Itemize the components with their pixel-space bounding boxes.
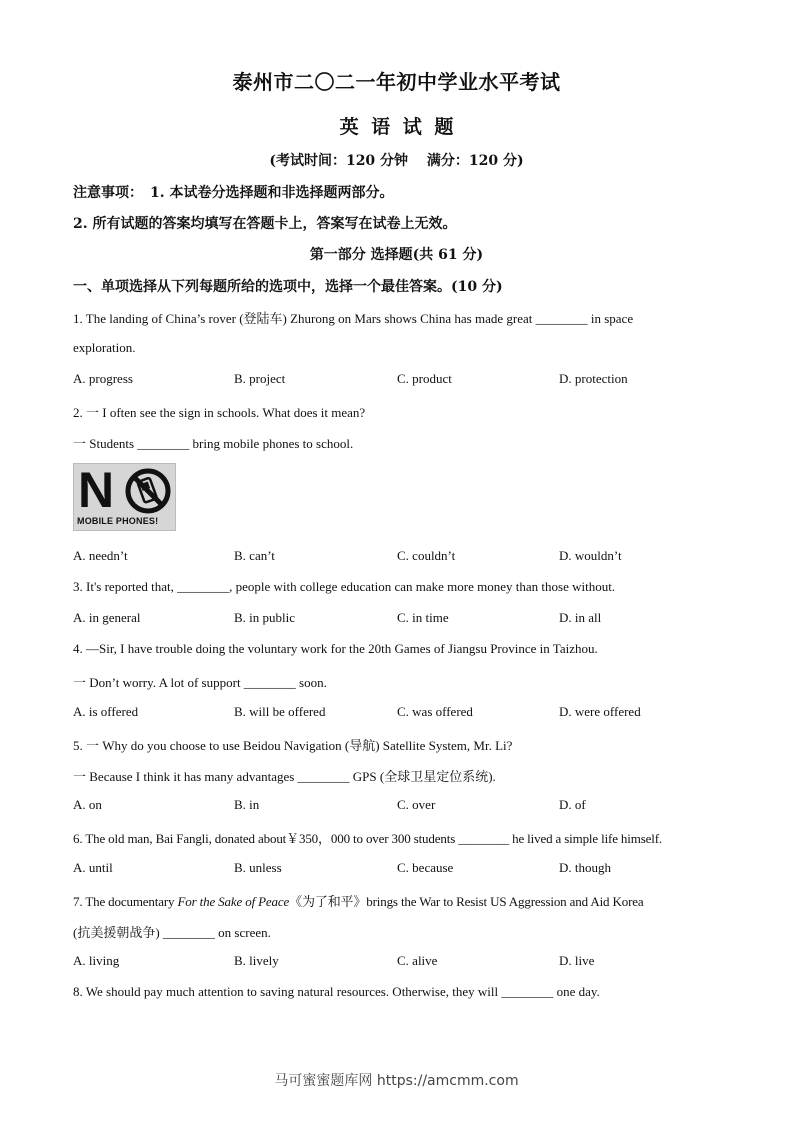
notes-line-2: 2. 所有试题的答案均填写在答题卡上，答案写在试卷上无效。 [73, 216, 457, 232]
sign-letter: N [78, 462, 115, 518]
question-4-option-b: B. will be offered [234, 704, 326, 719]
question-4-line-2: 一 Don’t worry. A lot of support ________ soon. [73, 675, 327, 690]
question-3-option-a: A. in general [73, 610, 141, 625]
question-5-option-b: B. in [234, 797, 260, 812]
part-title: 第一部分 选择题(共 61 分) [309, 247, 484, 263]
question-1-option-c: C. product [397, 371, 452, 386]
question-1-line-2: exploration. [73, 340, 136, 355]
no-mobile-phones-sign [73, 463, 176, 531]
question-7-option-a: A. living [73, 953, 120, 968]
question-3-line-1: 3. It's reported that, ________, people with college education can make more money than those without. [73, 579, 616, 594]
question-2-option-c: C. couldn’t [397, 548, 456, 563]
question-5-option-d: D. of [559, 797, 586, 812]
question-6-option-c: C. because [397, 860, 454, 875]
question-5-line-1: 5. 一 Why do you choose to use Beidou Navigation (导航) Satellite System, Mr. Li? [73, 738, 513, 753]
question-5-line-2: 一 Because I think it has many advantages ________ GPS (全球卫星定位系统). [73, 769, 496, 784]
question-2-option-b: B. can’t [234, 548, 275, 563]
question-2-option-a: A. needn’t [73, 548, 128, 563]
no-phone-icon [124, 467, 172, 515]
question-2-option-d: D. wouldn’t [559, 548, 622, 563]
question-3-option-d: D. in all [559, 610, 602, 625]
question-2-line-2: 一 Students ________ bring mobile phones to school. [73, 436, 354, 451]
question-1-option-d: D. protection [559, 371, 628, 386]
question-4-option-d: D. were offered [559, 704, 641, 719]
question-3-option-b: B. in public [234, 610, 296, 625]
sign-caption: MOBILE PHONES! [77, 516, 159, 526]
question-4-option-a: A. is offered [73, 704, 139, 719]
question-4-option-c: C. was offered [397, 704, 473, 719]
exam-info: (考试时间：120 分钟 满分：120 分) [269, 153, 524, 169]
question-4-line-1: 4. —Sir, I have trouble doing the voluntary work for the 20th Games of Jiangsu Province in Taizhou. [73, 641, 598, 656]
question-1-option-a: A. progress [73, 371, 133, 386]
question-7-option-c: C. alive [397, 953, 438, 968]
documentary-title: For the Sake of Peace [177, 894, 290, 909]
question-6-option-d: D. though [559, 860, 611, 875]
question-8-line-1: 8. We should pay much attention to saving natural resources. Otherwise, they will ________ one day. [73, 984, 600, 999]
question-5-option-a: A. on [73, 797, 102, 812]
question-1-line-1: 1. The landing of China’s rover (登陆车) Zhurong on Mars shows China has made great ________ in space [73, 311, 634, 326]
subject-title: 英 语 试 题 [339, 116, 454, 138]
notes-line-1: 注意事项： 1. 本试卷分选择题和非选择题两部分。 [73, 185, 394, 201]
question-7-prefix: 7. The documentary [73, 894, 178, 909]
question-6-line-1: 6. The old man, Bai Fangli, donated about￥350，000 to over 300 students ________ he lived a simple life himself. [73, 831, 662, 846]
question-5-option-c: C. over [397, 797, 436, 812]
exam-title: 泰州市二〇二一年初中学业水平考试 [232, 70, 561, 94]
footer-watermark: 马可蜜蜜题库网 https://amcmm.com [274, 1073, 519, 1089]
question-1-option-b: B. project [234, 371, 286, 386]
question-3-option-c: C. in time [397, 610, 449, 625]
question-7-suffix: 《为了和平》brings the War to Resist US Aggression and Aid Korea [289, 894, 644, 909]
question-7-line-2: (抗美援朝战争) ________ on screen. [73, 925, 271, 940]
question-7-option-d: D. live [559, 953, 595, 968]
section-title: 一、单项选择从下列每题所给的选项中，选择一个最佳答案。(10 分) [73, 279, 503, 295]
question-7-line-1 [73, 891, 644, 910]
question-6-option-a: A. until [73, 860, 113, 875]
question-7-option-b: B. lively [234, 953, 279, 968]
question-6-option-b: B. unless [234, 860, 282, 875]
question-2-line-1: 2. 一 I often see the sign in schools. What does it mean? [73, 405, 366, 420]
